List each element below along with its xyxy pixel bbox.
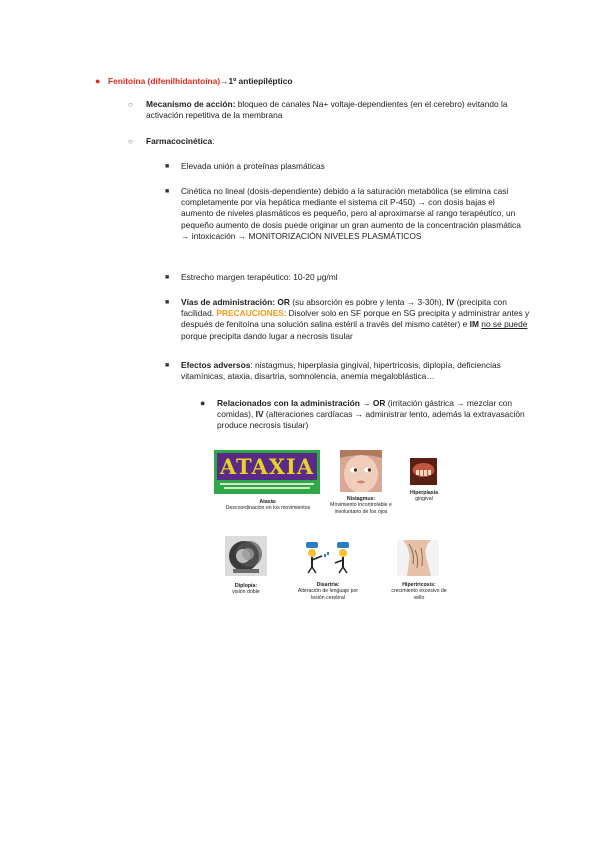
diplopia-caption-text: visión doble <box>232 589 260 596</box>
farmacocinetica-heading <box>146 136 446 147</box>
ataxia-caption-title: Ataxia: <box>259 499 277 505</box>
vias-t3: : Disolver solo en SF porque en SG precipita y administrar antes y después de fenitoína una solución salina estéril a través del mismo catéter) e <box>181 308 530 330</box>
mecanismo-paragraph <box>146 99 526 121</box>
cinetica-item <box>181 186 529 242</box>
disartria-caption-title: Disartria: <box>316 582 340 588</box>
nistagmus-caption <box>318 496 404 515</box>
child-face-icon <box>340 450 382 492</box>
union-item <box>181 161 531 172</box>
bullet-square: ■ <box>165 299 170 306</box>
ataxia-image <box>214 450 320 494</box>
efectos-label: Efectos adversos <box>181 360 251 370</box>
vias-t1: (su absorción es pobre y lenta → 3-30h), <box>289 297 447 307</box>
double-vision-icon <box>225 536 267 576</box>
farmacocinetica-label: Farmacocinética <box>146 136 213 146</box>
union-text: Elevada unión a proteínas plasmáticas <box>181 161 325 171</box>
disartria-image <box>302 540 354 574</box>
vias-label: Vías de administración: OR <box>181 297 290 307</box>
vias-t5: porque precipita dando lugar a necrosis tisular <box>181 330 353 341</box>
nistagmus-caption-text: Movimiento incontrolable e involuntario de los ojos <box>330 502 392 515</box>
bullet-square: ■ <box>165 274 170 281</box>
diplopia-image <box>225 536 267 576</box>
hairy-neck-icon <box>397 540 439 576</box>
relacionados-item <box>217 398 531 432</box>
vias-t2: (precipita con facilidad. <box>181 297 507 319</box>
hiperplasia-caption-title: Hiperplasia <box>410 490 438 496</box>
bullet-square: ■ <box>165 362 170 369</box>
vias-im: IM <box>469 319 479 330</box>
ataxia-caption <box>210 499 326 512</box>
relacionados-t2: (alteraciones cardíacas → administrar lento, además la extravasación produce necrosis tisular) <box>217 409 525 431</box>
relacionados-t1: (irritación gástrica → mezclar con comidas), <box>217 398 513 420</box>
hipertricosis-caption-title: Hipertricosis: <box>402 582 436 588</box>
hiperplasia-image <box>410 458 437 485</box>
bullet-circle: ○ <box>128 100 133 109</box>
ataxia-subtitle-line <box>224 487 310 489</box>
drug-title <box>108 76 548 87</box>
cinetica-text: Cinética no lineal (dosis-dependiente) debido a la saturación metabólica (se elimina casi completamente por vía hepática mediante el sistema cit P-450) → con dosis bajas el aumento de niveles plasmáticos es pequeño, pero al aproximarse al rango terapéutico, un pequeño aumento de dosis puede originar un gran aumento de la concentración plasmática → intoxicación → MONITORIZACIÓN NIVELES PLASMÁTICOS <box>181 186 521 241</box>
drug-name: Fenitoína (difenilhidantoína) <box>108 76 221 86</box>
hipertricosis-caption-text: crecimiento excesivo de vello <box>391 588 447 601</box>
ataxia-caption-text: Descoordinación en los movimientos <box>225 505 311 512</box>
bullet-circle: ○ <box>128 137 133 146</box>
relacionados-iv: IV <box>255 409 264 420</box>
margen-item <box>181 272 531 283</box>
diplopia-caption-title: Diplopia: <box>234 583 258 589</box>
ataxia-subtitle-line <box>220 483 314 485</box>
no-se-puede: no se puede <box>481 319 528 330</box>
hiperplasia-caption-text: gingival <box>415 496 433 503</box>
drug-title-rest: →1º antiepiléptico <box>220 76 293 86</box>
hiperplasia-caption <box>400 490 448 503</box>
vias-iv: IV <box>446 297 455 307</box>
efectos-item <box>181 360 531 382</box>
margen-text: Estrecho margen terapéutico: 10-20 μg/ml <box>181 272 338 282</box>
mecanismo-text: bloqueo de canales Na+ voltaje-dependientes (en el cerebro) evitando la activación repetitiva de la membrana <box>146 99 508 121</box>
bullet-square: ■ <box>165 163 170 170</box>
disartria-caption-text: Alteración de lenguaje por lesión cerebral <box>297 588 359 601</box>
efectos-text: : nistagmus, hiperplasia gingival, hipertricosis, diplopía, deficiencias vitamínicas, ataxia, disartria, somnolencia, anemia megaloblástica… <box>181 360 501 382</box>
disartria-caption <box>294 582 362 601</box>
bullet-dot: ● <box>95 76 101 86</box>
ataxia-logo-text: ATAXIA <box>219 454 315 479</box>
bullet-dot: ● <box>200 398 206 408</box>
vias-item <box>181 297 531 342</box>
diplopia-caption <box>218 583 274 596</box>
precauciones-label: PRECAUCIONES <box>216 308 284 319</box>
nistagmus-image <box>340 450 382 492</box>
hipertricosis-caption <box>390 582 448 601</box>
speech-figures-icon <box>302 540 354 574</box>
mecanismo-label: Mecanismo de acción: <box>146 99 236 109</box>
gums-icon <box>410 458 437 485</box>
farmacocinetica-colon: : <box>212 136 215 146</box>
hipertricosis-image <box>397 540 439 576</box>
relacionados-label: Relacionados con la administración → OR <box>217 398 386 408</box>
bullet-square: ■ <box>165 188 170 195</box>
nistagmus-caption-title: Nistagmus: <box>346 496 376 502</box>
